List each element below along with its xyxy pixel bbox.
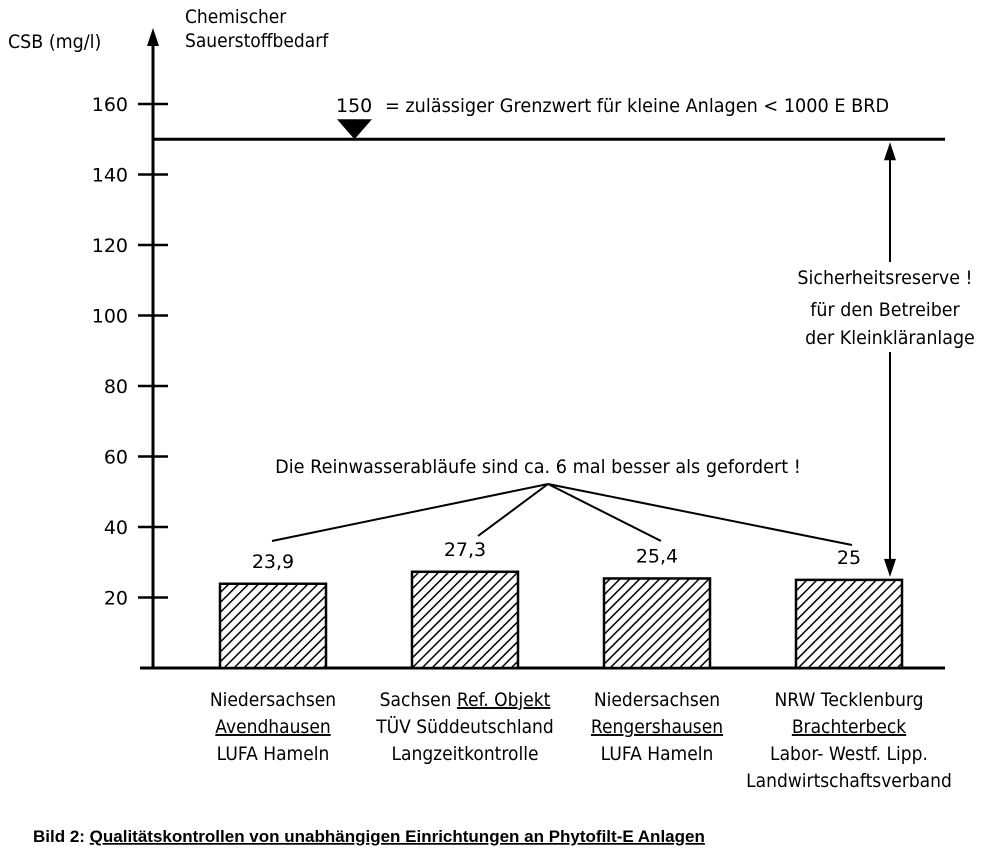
category-label-line: Rengershausen	[590, 716, 724, 739]
y-axis-note-line-2: Sauerstoffbedarf	[185, 30, 329, 53]
figure-caption	[33, 827, 705, 846]
y-tick-label: 60	[103, 446, 128, 469]
reserve-arrowhead-bottom	[884, 559, 896, 577]
y-axis-label: CSB (mg/l)	[8, 31, 102, 54]
y-tick-label: 100	[91, 305, 128, 328]
figure-caption-prefix: Bild 2:	[33, 827, 90, 846]
bar	[412, 572, 518, 668]
y-tick-label: 80	[103, 376, 128, 398]
category-labels	[210, 689, 952, 792]
category-label-line: LUFA Hameln	[216, 743, 330, 766]
reserve-note-line-1: Sicherheitsreserve !	[797, 267, 973, 290]
pointer-line	[548, 484, 661, 541]
y-tick-label: 40	[103, 517, 128, 539]
category-label-line: LUFA Hameln	[600, 743, 714, 766]
limit-marker-triangle	[337, 119, 372, 139]
pointer-line	[548, 484, 852, 545]
category-label-line: Niedersachsen	[593, 689, 721, 712]
figure-caption-text: Qualitätskontrollen von unabhängigen Einrichtungen an Phytofilt-E Anlagen	[89, 827, 705, 846]
category-label-line: TÜV Süddeutschland	[376, 716, 554, 739]
reserve-note-line-2: für den Betreiber	[810, 299, 960, 322]
category-label-line: Niedersachsen	[209, 689, 337, 712]
better-note: Die Reinwasserabläufe sind ca. 6 mal besser als gefordert !	[275, 456, 801, 479]
reserve-note-line-3: der Kleinkläranlage	[805, 327, 975, 350]
y-tick-label: 160	[91, 94, 128, 116]
better-note-pointer-lines	[272, 484, 852, 545]
bar-value-label: 27,3	[443, 538, 487, 561]
pointer-line	[272, 484, 548, 541]
bar-value-label: 25	[836, 546, 862, 569]
y-axis-arrowhead	[147, 28, 159, 46]
bar	[220, 584, 326, 668]
category-label-line: Langzeitkontrolle	[391, 743, 539, 766]
y-tick-label: 140	[91, 164, 128, 187]
y-axis-note-line-1: Chemischer	[185, 6, 287, 29]
category-label-part: Sachsen	[379, 689, 457, 712]
bar	[604, 578, 710, 668]
limit-value-label: 150	[336, 95, 373, 117]
bars	[220, 572, 902, 668]
bar	[796, 580, 902, 668]
y-ticks	[92, 94, 168, 610]
y-tick-label: 20	[103, 587, 128, 610]
category-label-part: Ref. Objekt	[456, 689, 551, 712]
category-label-line	[380, 689, 551, 711]
reserve-arrowhead-top	[884, 142, 896, 160]
category-label-line: Brachterbeck	[791, 716, 907, 739]
category-label-line: Labor- Westf. Lipp.	[770, 743, 928, 766]
category-label-line: Landwirtschaftsverband	[746, 770, 952, 793]
category-label-line: NRW Tecklenburg	[774, 689, 924, 712]
category-label-line: Avendhausen	[215, 716, 331, 739]
bar-value-labels	[252, 539, 861, 573]
bar-value-label: 23,9	[251, 550, 295, 573]
y-tick-label: 120	[91, 235, 128, 257]
bar-value-label: 25,4	[635, 545, 679, 568]
limit-description: = zulässiger Grenzwert für kleine Anlagen < 1000 E BRD	[385, 95, 890, 118]
